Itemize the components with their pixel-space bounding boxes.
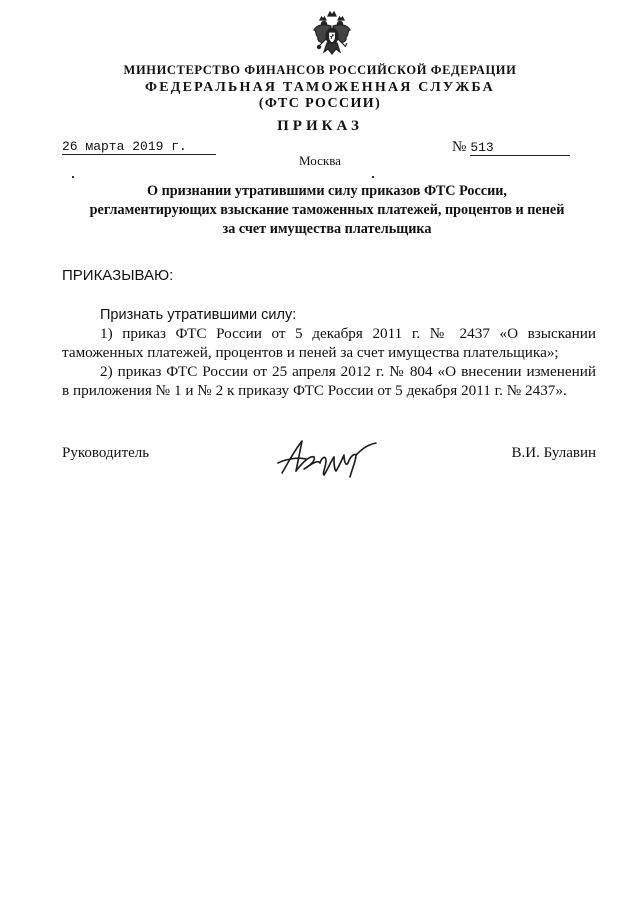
- item-text: 1) приказ ФТС России от 5 декабря 2011 г. № 2437 «О взыскании: [100, 325, 596, 342]
- item-text: таможенных платежей, процентов и пеней за счет имущества плательщика»;: [62, 344, 559, 361]
- order-date: 26 марта 2019 г.: [62, 139, 216, 155]
- signatory-name: В.И. Булавин: [511, 445, 596, 461]
- intro-paragraph: Признать утратившими силу:: [100, 307, 297, 323]
- margin-mark: [72, 176, 74, 178]
- document-type: ПРИКАЗ: [277, 118, 363, 134]
- signature-icon: [276, 433, 380, 479]
- order-title: [60, 182, 594, 239]
- item-text: 2) приказ ФТС России от 25 апреля 2012 г. № 804 «О внесении изменений: [100, 363, 596, 380]
- order-city: Москва: [299, 153, 341, 168]
- signatory-role: Руководитель: [62, 445, 150, 461]
- title-line: регламентирующих взыскание таможенных платежей, процентов и пеней: [89, 202, 565, 218]
- margin-mark: [372, 176, 374, 178]
- service-name: ФЕДЕРАЛЬНАЯ ТАМОЖЕННАЯ СЛУЖБА: [145, 80, 495, 95]
- list-item: [62, 324, 596, 362]
- ministry-name: МИНИСТЕРСТВО ФИНАНСОВ РОССИЙСКОЙ ФЕДЕРАЦИИ: [123, 63, 517, 77]
- decree-word: ПРИКАЗЫВАЮ:: [62, 267, 174, 284]
- title-line: за счет имущества плательщика: [222, 221, 432, 237]
- number-sign: №: [452, 139, 467, 155]
- service-abbreviation: (ФТС РОССИИ): [258, 96, 382, 111]
- title-line: О признании утратившими силу приказов ФТС России,: [147, 183, 507, 199]
- item-text: в приложения № 1 и № 2 к приказу ФТС России от 5 декабря 2011 г. № 2437».: [62, 382, 567, 399]
- list-item: [62, 362, 596, 400]
- order-number: 513: [470, 140, 570, 156]
- coat-of-arms-icon: [311, 10, 353, 56]
